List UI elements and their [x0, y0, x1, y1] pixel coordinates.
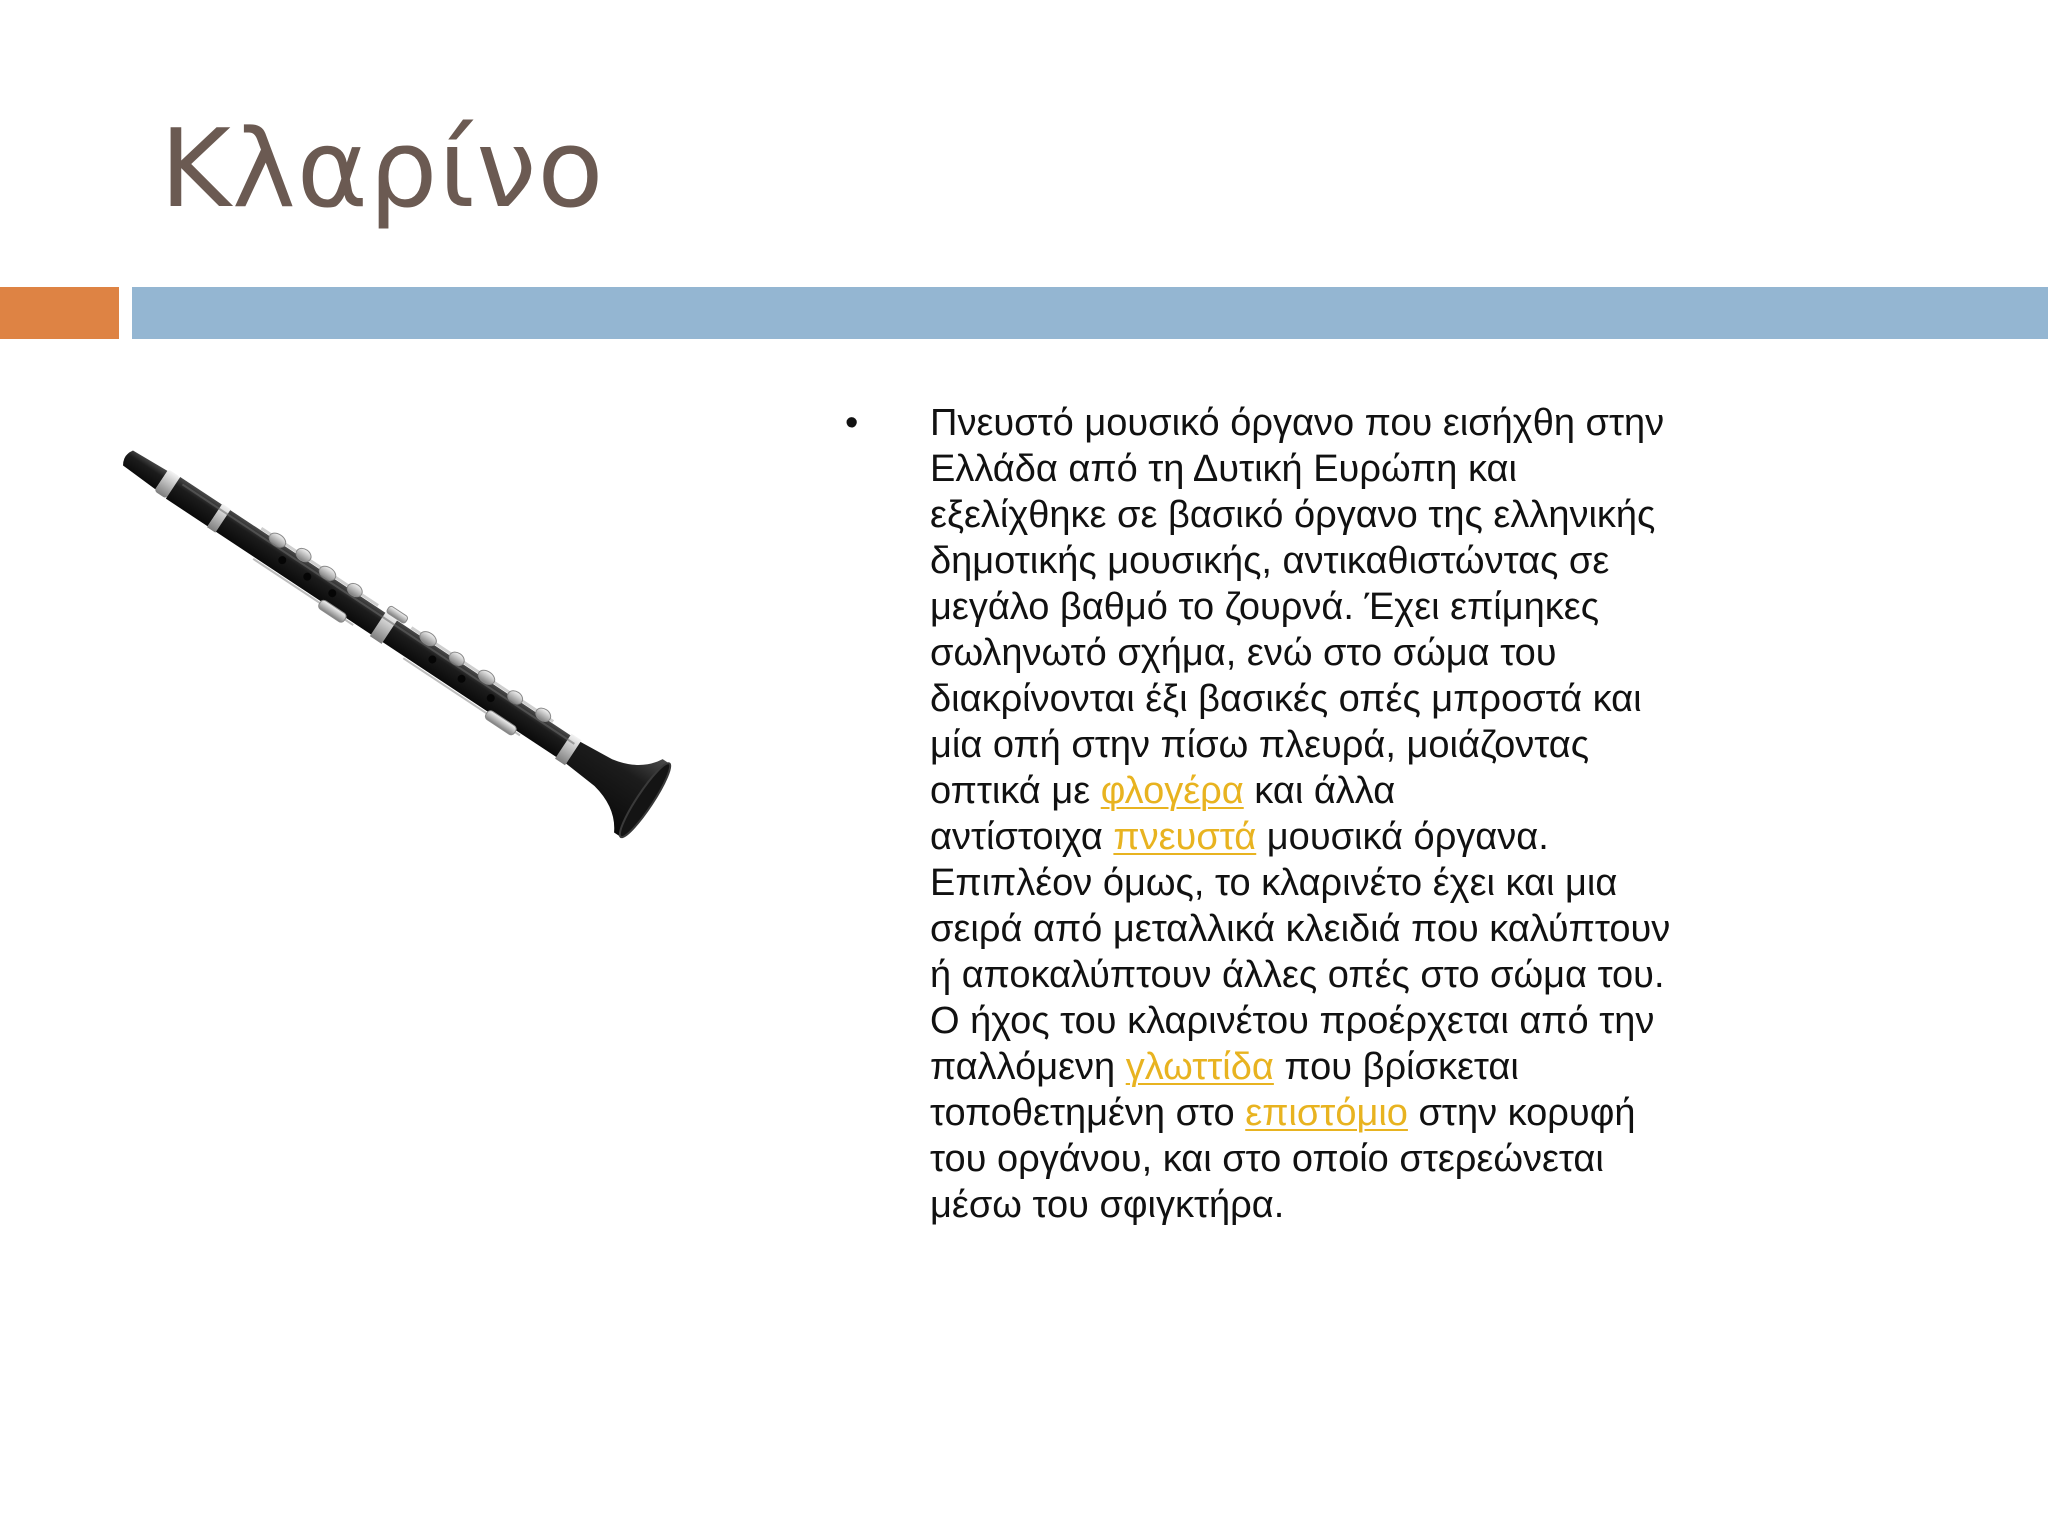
text-segment: οπτικά με	[930, 770, 1101, 812]
text-line: εξελίχθηκε σε βασικό όργανο της ελληνικής	[930, 494, 1656, 536]
text-line: του οργάνου, και στο οποίο στερεώνεται	[930, 1138, 1604, 1180]
link-flogera[interactable]: φλογέρα	[1100, 770, 1244, 812]
slide-title: Κλαρίνο	[160, 107, 605, 232]
text-segment: αντίστοιχα	[930, 816, 1114, 858]
link-epistomio[interactable]: επιστόμιο	[1245, 1092, 1408, 1134]
text-line: σειρά από μεταλλικά κλειδιά που καλύπτουν	[930, 908, 1671, 950]
bullet-item	[845, 400, 1845, 1228]
text-segment: μουσικά όργανα.	[1256, 816, 1549, 858]
link-pneusta[interactable]: πνευστά	[1113, 816, 1257, 858]
bullet-marker: •	[845, 402, 859, 444]
link-glottida[interactable]: γλωττίδα	[1125, 1046, 1274, 1088]
text-line	[930, 814, 1845, 860]
text-segment: στην κορυφή	[1407, 1092, 1636, 1134]
text-line: Επιπλέον όμως, το κλαρινέτο έχει και μια	[930, 862, 1618, 904]
clarinet-illustration	[100, 430, 820, 900]
text-line: σωληνωτό σχήμα, ενώ στο σώμα του	[930, 632, 1557, 674]
text-line: μέσω του σφιγκτήρα.	[930, 1184, 1285, 1226]
accent-bar-orange	[0, 287, 119, 339]
bullet-list	[845, 400, 1845, 1228]
text-segment: παλλόμενη	[930, 1046, 1126, 1088]
text-line: Ο ήχος του κλαρινέτου προέρχεται από την	[930, 1000, 1655, 1042]
text-line: μία οπή στην πίσω πλευρά, μοιάζοντας	[930, 724, 1590, 766]
text-segment: και άλλα	[1243, 770, 1396, 812]
text-line: διακρίνονται έξι βασικές οπές μπροστά και	[930, 678, 1642, 720]
text-segment: που βρίσκεται	[1273, 1046, 1519, 1088]
text-line: μεγάλο βαθμό το ζουρνά. Έχει επίμηκες	[930, 586, 1600, 628]
accent-bar-blue	[132, 287, 2048, 339]
text-line: Ελλάδα από τη Δυτική Ευρώπη και	[930, 448, 1517, 490]
text-line	[930, 1090, 1845, 1136]
text-line: Πνευστό μουσικό όργανο που εισήχθη στην	[930, 402, 1665, 444]
text-line	[930, 768, 1845, 814]
text-segment: τοποθετημένη στο	[930, 1092, 1246, 1134]
text-line: δημοτικής μουσικής, αντικαθιστώντας σε	[930, 540, 1610, 582]
text-line: ή αποκαλύπτουν άλλες οπές στο σώμα του.	[930, 954, 1665, 996]
text-line	[930, 1044, 1845, 1090]
